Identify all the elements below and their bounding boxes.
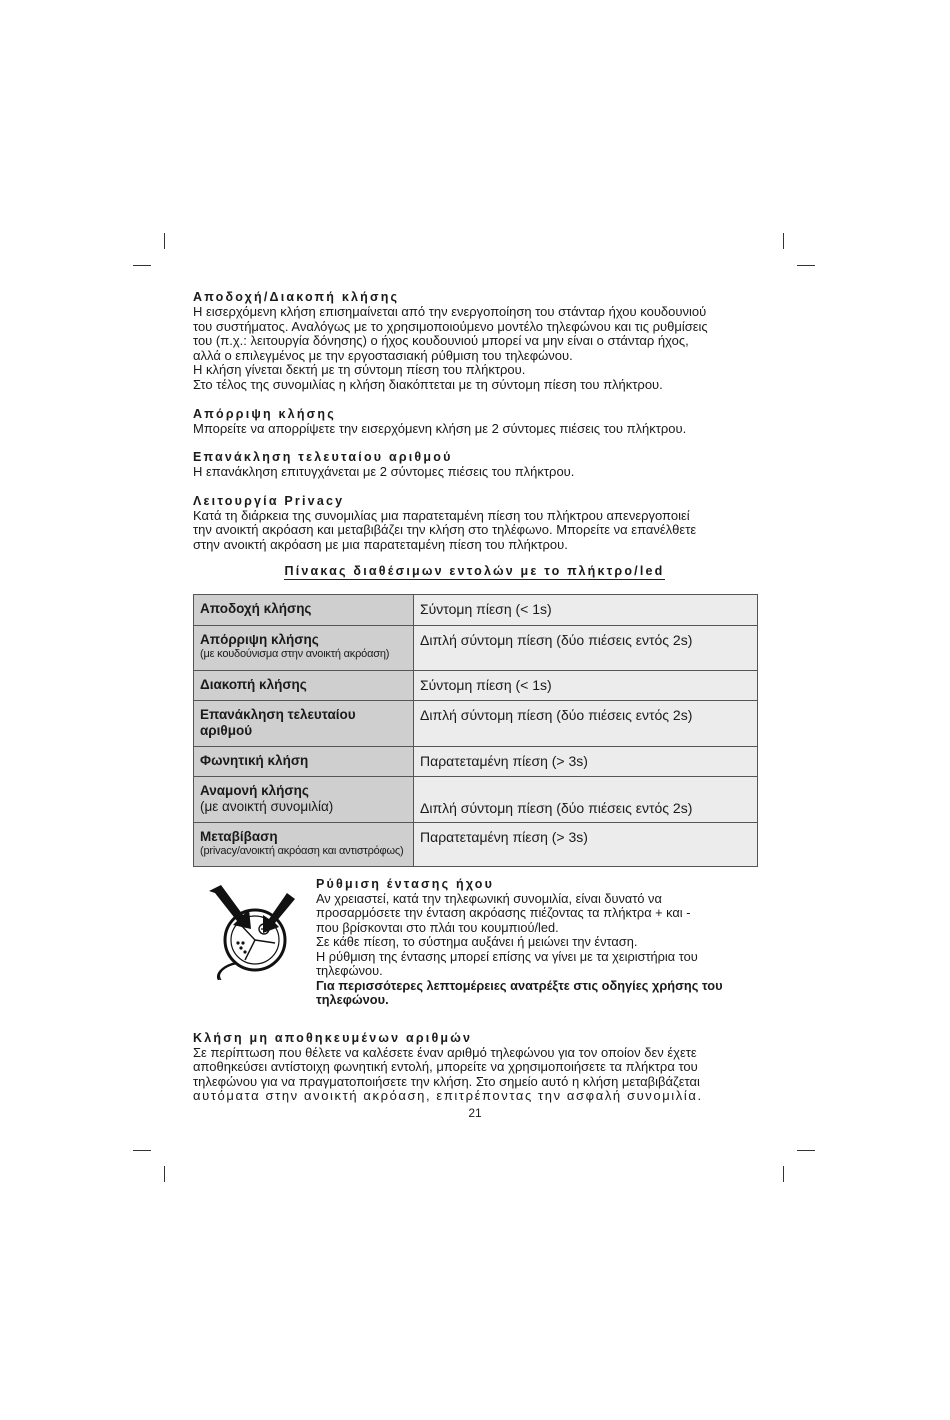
paragraph-line: τηλεφώνου. (316, 963, 383, 979)
note-line: Για περισσότερες λεπτομέρειες ανατρέξτε στις οδηγίες χρήσης του (316, 977, 723, 993)
row-value: Παρατεταμένη πίεση (> 3s) (414, 746, 758, 776)
section-title: Επανάκληση τελευταίου αριθμού (193, 450, 453, 465)
row-label: Αποδοχή κλήσης (200, 600, 312, 616)
section-privacy (193, 494, 756, 553)
row-value: Διπλή σύντομη πίεση (δύο πιέσεις εντός 2s) (414, 625, 758, 670)
section-redial (193, 450, 756, 480)
row-sublabel: (με κουδούνισμα στην ανοικτή ακρόαση) (200, 647, 390, 660)
paragraph-line: Σε κάθε πίεση, το σύστημα αυξάνει ή μειώνει την ένταση. (316, 934, 638, 950)
table-row (194, 625, 758, 670)
table-title-text: Πίνακας διαθέσιμων εντολών με το πλήκτρο/led (284, 563, 665, 578)
row-label: Απόρριψη κλήσης (200, 631, 319, 647)
paragraph-line: Κατά τη διάρκεια της συνομιλίας μια παρατεταμένη πίεση του πλήκτρου απενεργοποιεί (193, 507, 690, 523)
crop-mark (164, 1166, 165, 1182)
note-line: τηλεφώνου. (316, 992, 389, 1008)
commands-table (193, 594, 758, 867)
paragraph-line: την ανοικτή ακρόαση και μεταβιβάζει την κλήση στο τηλέφωνο. Μπορείτε να επανέλθετε (193, 522, 697, 538)
row-label: Φωνητική κλήση (200, 752, 309, 768)
table-row (194, 700, 758, 746)
section-title: Αποδοχή/Διακοπή κλήσης (193, 290, 400, 304)
row-value: Παρατεταμένη πίεση (> 3s) (414, 822, 758, 866)
paragraph-line: αποθηκεύσει αντίστοιχη φωνητική εντολή, μπορείτε να χρησιμοποιήσετε τα πλήκτρα του (193, 1059, 698, 1075)
row-sublabel: (privacy/ανοικτή ακρόαση και αντιστρόφως) (200, 844, 404, 857)
table-row (194, 670, 758, 700)
table-title (193, 564, 756, 579)
crop-mark (797, 1150, 815, 1151)
section-title: Ρύθμιση έντασης ήχου (316, 876, 495, 891)
crop-mark (133, 1150, 151, 1151)
paragraph-line: Η επανάκληση επιτυγχάνεται με 2 σύντομες πιέσεις του πλήκτρου. (193, 464, 575, 480)
section-title: Κλήση μη αποθηκευμένων αριθμών (193, 1030, 473, 1045)
paragraph-line: αυτόματα στην ανοικτή ακρόαση, επιτρέποντας την ασφαλή συνομιλία. (193, 1088, 703, 1104)
paragraph-line: του συστήματος. Αναλόγως με το χρησιμοποιούμενο μοντέλο τηλεφώνου και τις ρυθμίσεις (193, 318, 708, 334)
page-number: 21 (468, 1106, 482, 1120)
row-label: Επανάκληση τελευταίου αριθμού (200, 706, 356, 738)
section-unsaved-numbers (193, 1031, 756, 1104)
table-row (194, 594, 758, 625)
table-row (194, 746, 758, 776)
paragraph-line: του (π.χ.: λειτουργία δόνησης) ο ήχος κουδουνιού μπορεί να μην είναι ο στάνταρ ήχος, (193, 333, 689, 349)
section-reject (193, 407, 756, 437)
row-label: Διακοπή κλήσης (200, 676, 307, 692)
paragraph-line: Αν χρειαστεί, κατά την τηλεφωνική συνομιλία, είναι δυνατό να (316, 890, 662, 906)
row-value: Διπλή σύντομη πίεση (δύο πιέσεις εντός 2s) (414, 700, 758, 746)
row-value: Σύντομη πίεση (< 1s) (414, 594, 758, 625)
page-content (193, 290, 756, 1104)
crop-mark (783, 233, 784, 249)
table-row (194, 776, 758, 822)
row-value: Σύντομη πίεση (< 1s) (414, 670, 758, 700)
paragraph-line: Η εισερχόμενη κλήση επισημαίνεται από την ενεργοποίηση του στάνταρ ήχου κουδουνιού (193, 304, 707, 319)
crop-mark (133, 265, 151, 266)
paragraph-line: Μπορείτε να απορρίψετε την εισερχόμενη κλήση με 2 σύντομες πιέσεις του πλήκτρου. (193, 420, 687, 436)
paragraph-line: αλλά ο επιλεγμένος με την εργοστασιακή ρύθμιση του τηλεφώνου. (193, 347, 573, 363)
paragraph-line: που βρίσκονται στο πλάι του κουμπιού/led. (316, 919, 559, 935)
crop-mark (164, 233, 165, 249)
table-row (194, 822, 758, 866)
paragraph-line: Στο τέλος της συνομιλίας η κλήση διακόπτεται με τη σύντομη πίεση του πλήκτρου. (193, 376, 663, 392)
paragraph-line: στην ανοικτή ακρόαση με μια παρατεταμένη πίεση του πλήκτρου. (193, 536, 568, 552)
row-value-text: Διπλή σύντομη πίεση (δύο πιέσεις εντός 2s) (420, 799, 693, 816)
paragraph-line: Σε περίπτωση που θέλετε να καλέσετε έναν αριθμό τηλεφώνου για τον οποίον δεν έχετε (193, 1044, 697, 1060)
row-label: Μεταβίβαση (200, 828, 278, 844)
row-value (414, 776, 758, 822)
paragraph-line: τηλεφώνου για να πραγματοποιήσετε την κλήση. Στο σημείο αυτό η κλήση μεταβιβάζεται (193, 1073, 700, 1089)
row-sublabel: (με ανοικτή συνομιλία) (200, 798, 334, 814)
button-with-arrows-icon (207, 885, 297, 980)
row-label: Αναμονή κλήσης (200, 782, 309, 798)
paragraph-line: Η ρύθμιση της έντασης μπορεί επίσης να γίνει με τα χειριστήρια του (316, 948, 698, 964)
section-title: Απόρριψη κλήσης (193, 406, 336, 421)
crop-mark (783, 1166, 784, 1182)
section-title: Λειτουργία Privacy (193, 493, 345, 508)
section-answer (193, 290, 756, 393)
volume-text (316, 877, 756, 1008)
section-volume (193, 877, 756, 1017)
paragraph-line: προσαρμόσετε την ένταση ακρόασης πιέζοντας τα πλήκτρα + και - (316, 905, 691, 921)
paragraph-line: Η κλήση γίνεται δεκτή με τη σύντομη πίεση του πλήκτρου. (193, 362, 526, 378)
crop-mark (797, 265, 815, 266)
